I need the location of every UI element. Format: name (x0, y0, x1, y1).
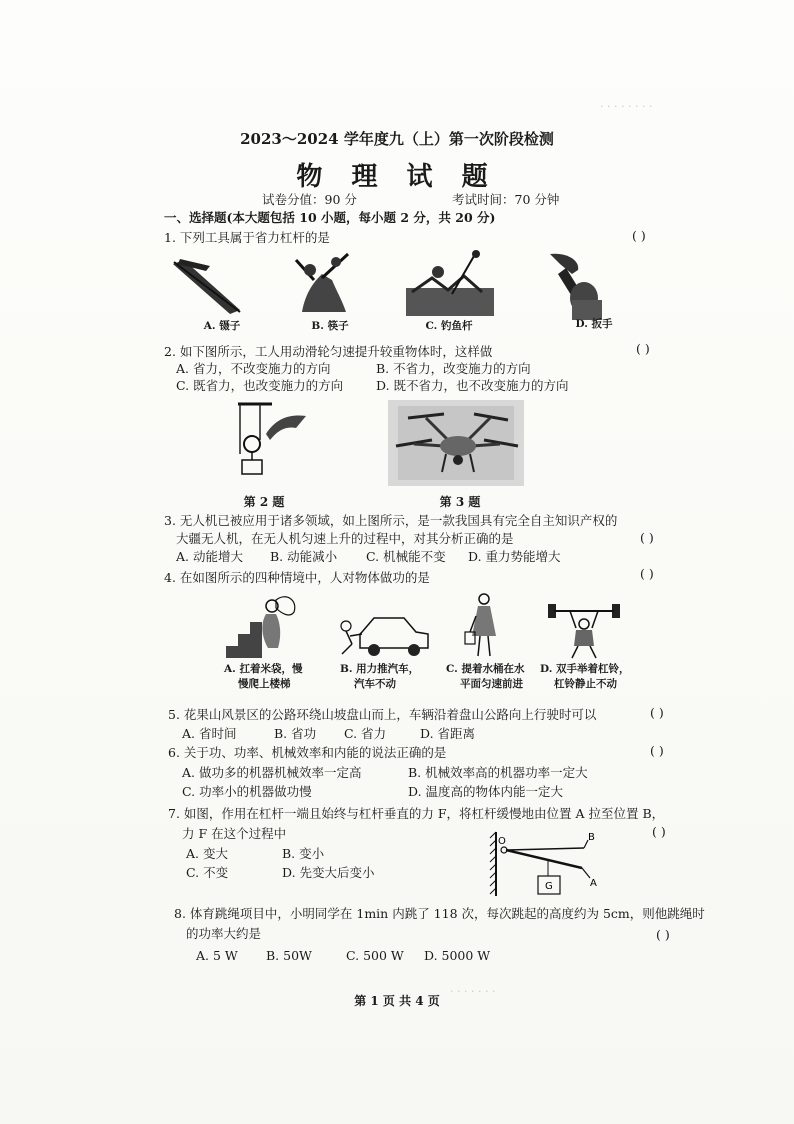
q7-option-b: B. 变小 (282, 846, 325, 861)
q8-stem-line2: 的功率大约是 (186, 926, 262, 941)
bleed-through-mark: · · · · · · · · (600, 100, 653, 113)
q1-caption-c: C. 钓鱼杆 (425, 320, 473, 332)
q5-answer-blank[interactable]: ( ) (650, 705, 664, 720)
q7-label-o: O (498, 836, 506, 847)
q3-option-c: C. 机械能不变 (366, 549, 446, 564)
q8-answer-blank[interactable]: ( ) (656, 927, 670, 942)
q3-stem-line1: 3. 无人机已被应用于诸多领域，如上图所示，是一款我国具有完全自主知识产权的 (164, 513, 618, 528)
subject-title: 物 理 试 题 (296, 162, 498, 192)
q4-stairs-figure (224, 590, 300, 660)
page-footer: 第 1 页 共 4 页 (354, 994, 440, 1008)
q4-caption-d-line1: D. 双手举着杠铃， (540, 663, 630, 675)
q4-caption-a-line2: 慢爬上楼梯 (238, 678, 291, 690)
q8-option-d: D. 5000 W (424, 948, 491, 963)
q4-caption-d-line2: 杠铃静止不动 (554, 678, 617, 690)
q7-answer-blank[interactable]: ( ) (652, 824, 666, 839)
bleed-through-mark: · · · · · · · (450, 985, 496, 998)
q4-caption-c-line2: 平面匀速前进 (460, 678, 523, 690)
q1-caption-d: D. 扳手 (575, 318, 613, 330)
q3-figure-label: 第 3 题 (439, 495, 481, 509)
q7-label-a: A (590, 878, 597, 889)
q1-wrench-figure (526, 250, 602, 320)
q6-answer-blank[interactable]: ( ) (650, 743, 664, 758)
q8-option-b: B. 50W (266, 948, 312, 963)
q7-label-g: G (545, 881, 553, 892)
q6-stem: 6. 关于功、功率、机械效率和内能的说法正确的是 (168, 745, 447, 760)
q4-caption-c-line1: C. 提着水桶在水 (446, 663, 525, 675)
q2-option-a: A. 省力，不改变施力的方向 (176, 361, 331, 376)
q7-stem-line2: 力 F 在这个过程中 (182, 826, 287, 841)
q5-option-d: D. 省距离 (420, 726, 476, 741)
q2-pulley-figure (232, 400, 312, 480)
q4-caption-b-line1: B. 用力推汽车， (340, 663, 420, 675)
q1-caption-a: A. 镊子 (203, 320, 241, 332)
q8-stem-line1: 8. 体育跳绳项目中，小明同学在 1min 内跳了 118 次，每次跳起的高度约为 5cm，则他跳绳时 (174, 906, 705, 921)
q7-option-a: A. 变大 (186, 846, 228, 861)
q1-chopsticks-figure (292, 250, 356, 320)
section-title: 一、选择题(本大题包括 10 小题，每小题 2 分，共 20 分) (164, 210, 496, 225)
q4-push-car-figure (334, 610, 430, 660)
q6-option-a: A. 做功多的机器机械效率一定高 (182, 765, 362, 780)
q3-drone-figure (388, 400, 524, 486)
q4-caption-c (446, 662, 524, 692)
q5-stem: 5. 花果山风景区的公路环绕山坡盘山而上，车辆沿着盘山公路向上行驶时可以 (168, 707, 597, 722)
q5-option-c: C. 省力 (344, 726, 387, 741)
q1-tweezers-figure (170, 252, 250, 318)
q7-option-d: D. 先变大后变小 (282, 865, 375, 880)
q7-label-b: B (588, 832, 595, 843)
q2-option-d: D. 既不省力，也不改变施力的方向 (376, 378, 569, 393)
q4-caption-b-line2: 汽车不动 (354, 678, 396, 690)
score-info: 试卷分值：90 分 (262, 192, 357, 207)
q3-stem-line2: 大疆无人机，在无人机匀速上升的过程中，对其分析正确的是 (176, 531, 514, 546)
q4-caption-a (224, 662, 302, 692)
q4-caption-b (340, 662, 419, 692)
q4-stem: 4. 在如图所示的四种情境中，人对物体做功的是 (164, 570, 430, 585)
q2-answer-blank[interactable]: ( ) (636, 341, 650, 356)
q8-option-c: C. 500 W (346, 948, 404, 963)
q3-option-a: A. 动能增大 (176, 549, 243, 564)
exam-name: 2023～2024 学年度九（上）第一次阶段检测 (240, 130, 554, 148)
q3-option-d: D. 重力势能增大 (468, 549, 561, 564)
q7-option-c: C. 不变 (186, 865, 229, 880)
q5-option-b: B. 省功 (274, 726, 317, 741)
q4-caption-d (540, 662, 630, 692)
q7-stem-line1: 7. 如图，作用在杠杆一端且始终与杠杆垂直的力 F，将杠杆缓慢地由位置 A 拉至位置 B， (168, 806, 665, 821)
q1-answer-blank[interactable]: ( ) (632, 228, 646, 243)
q2-figure-label: 第 2 题 (243, 495, 285, 509)
q6-option-b: B. 机械效率高的机器功率一定大 (408, 765, 588, 780)
q4-barbell-figure (546, 602, 622, 660)
q1-caption-b: B. 筷子 (311, 320, 349, 332)
q7-lever-diagram (486, 828, 610, 900)
q3-answer-blank[interactable]: ( ) (640, 530, 654, 545)
q4-answer-blank[interactable]: ( ) (640, 566, 654, 581)
q2-stem: 2. 如下图所示，工人用动滑轮匀速提升较重物体时，这样做 (164, 344, 493, 359)
q1-fishing-rod-figure (402, 248, 498, 320)
q4-carry-bucket-figure (462, 592, 506, 660)
q1-stem: 1. 下列工具属于省力杠杆的是 (164, 230, 330, 245)
q4-caption-a-line1: A. 扛着米袋，慢 (224, 663, 303, 675)
q6-option-c: C. 功率小的机器做功慢 (182, 784, 312, 799)
q2-option-b: B. 不省力，改变施力的方向 (376, 361, 531, 376)
q6-option-d: D. 温度高的物体内能一定大 (408, 784, 564, 799)
q8-option-a: A. 5 W (196, 948, 238, 963)
time-info: 考试时间：70 分钟 (452, 192, 560, 207)
q3-option-b: B. 动能减小 (270, 549, 338, 564)
q2-option-c: C. 既省力，也改变施力的方向 (176, 378, 344, 393)
q5-option-a: A. 省时间 (182, 726, 237, 741)
